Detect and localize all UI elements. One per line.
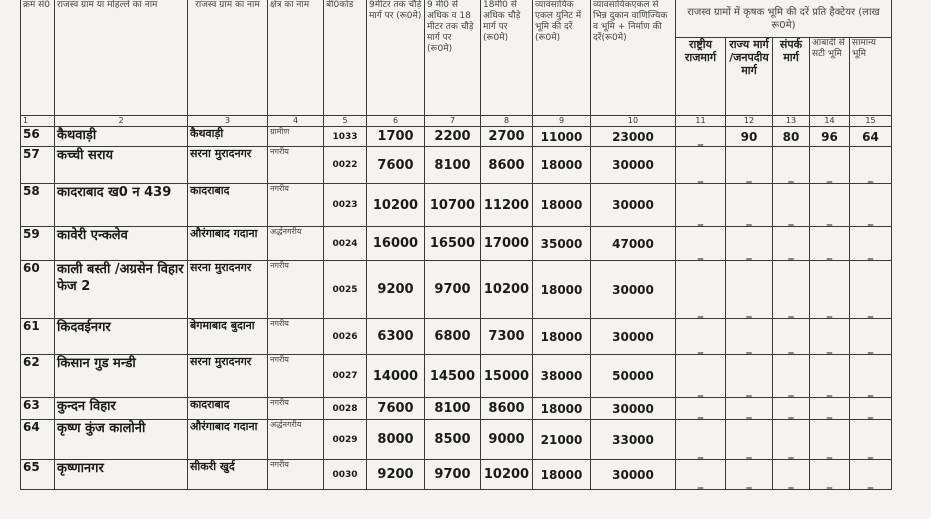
cell-national-highway: _ — [676, 227, 726, 261]
cell-sno: 59 — [21, 227, 55, 261]
cell-code: 1033 — [324, 127, 367, 147]
cell-commercial-other: 30000 — [591, 184, 676, 227]
cell-link-road: _ — [773, 261, 810, 319]
cell-commercial-single: 38000 — [533, 355, 591, 398]
cell-rate-18m: 10700 — [425, 184, 481, 227]
cell-national-highway: _ — [676, 319, 726, 355]
header-revenue-village: राजस्व ग्राम का नाम — [188, 0, 268, 116]
cell-village: कैथवाड़ी — [55, 127, 188, 147]
header-c15: सामान्य भूमि — [850, 38, 892, 116]
cell-rate-18m: 9700 — [425, 261, 481, 319]
cell-code: 0026 — [324, 319, 367, 355]
cell-revenue-village: कादराबाद — [188, 184, 268, 227]
cell-code: 0028 — [324, 398, 367, 420]
cell-sno: 58 — [21, 184, 55, 227]
cell-state-road: _ — [726, 319, 773, 355]
table-row — [21, 127, 892, 147]
header-c14: आबादी से सटी भूमि — [810, 38, 850, 116]
cell-commercial-other: 30000 — [591, 319, 676, 355]
cell-area: नगरीय — [268, 460, 324, 490]
cell-adjacent-land: _ — [810, 147, 850, 184]
cell-link-road: _ — [773, 355, 810, 398]
cell-commercial-single: 11000 — [533, 127, 591, 147]
cell-area: नगरीय — [268, 319, 324, 355]
table-row — [21, 147, 892, 184]
cell-commercial-other: 30000 — [591, 398, 676, 420]
cell-sno: 64 — [21, 420, 55, 460]
cell-commercial-other: 30000 — [591, 147, 676, 184]
cell-general-land: _ — [850, 460, 892, 490]
cell-rate-above-18m: 2700 — [481, 127, 533, 147]
cell-adjacent-land: _ — [810, 398, 850, 420]
header-c7: 9 मी0 से अधिक व 18 मीटर तक चौड़े मार्ग पर (रू0मे) — [425, 0, 481, 116]
cell-code: 0024 — [324, 227, 367, 261]
cell-sno: 65 — [21, 460, 55, 490]
cell-adjacent-land: _ — [810, 184, 850, 227]
cell-state-road: _ — [726, 398, 773, 420]
cell-link-road: _ — [773, 147, 810, 184]
cell-code: 0023 — [324, 184, 367, 227]
cell-national-highway: _ — [676, 420, 726, 460]
cell-national-highway: _ — [676, 261, 726, 319]
cell-commercial-other: 23000 — [591, 127, 676, 147]
column-number: 12 — [726, 116, 773, 127]
cell-state-road: _ — [726, 460, 773, 490]
cell-rate-18m: 9700 — [425, 460, 481, 490]
column-number: 11 — [676, 116, 726, 127]
column-number: 9 — [533, 116, 591, 127]
cell-national-highway: _ — [676, 398, 726, 420]
cell-link-road: _ — [773, 227, 810, 261]
cell-rate-above-18m: 10200 — [481, 261, 533, 319]
cell-code: 0022 — [324, 147, 367, 184]
cell-revenue-village: सरना मुरादनगर — [188, 147, 268, 184]
cell-village: कृष्णानगर — [55, 460, 188, 490]
header-c12: राज्य मार्ग /जनपदीय मार्ग — [726, 38, 773, 116]
header-village: राजस्व ग्राम या मोहल्ले का नाम — [55, 0, 188, 116]
cell-village: कच्ची सराय — [55, 147, 188, 184]
cell-rate-9m: 7600 — [367, 398, 425, 420]
cell-revenue-village: सरना मुरादनगर — [188, 355, 268, 398]
header-agri-title: राजस्व ग्रामों में कृषक भूमि की दरें प्रति हैक्टेयर (लाख रू0मे) — [676, 0, 892, 38]
cell-national-highway: _ — [676, 127, 726, 147]
column-number: 1 — [21, 116, 55, 127]
cell-adjacent-land: _ — [810, 355, 850, 398]
table-row — [21, 227, 892, 261]
cell-rate-9m: 10200 — [367, 184, 425, 227]
column-number: 3 — [188, 116, 268, 127]
cell-national-highway: _ — [676, 147, 726, 184]
cell-revenue-village: सीकरी खुर्द — [188, 460, 268, 490]
cell-rate-9m: 1700 — [367, 127, 425, 147]
column-number: 4 — [268, 116, 324, 127]
header-c11: राष्ट्रीय राजमार्ग — [676, 38, 726, 116]
cell-commercial-single: 18000 — [533, 261, 591, 319]
cell-state-road: _ — [726, 261, 773, 319]
cell-commercial-single: 18000 — [533, 460, 591, 490]
column-number: 8 — [481, 116, 533, 127]
cell-sno: 56 — [21, 127, 55, 147]
cell-rate-18m: 8500 — [425, 420, 481, 460]
column-number: 13 — [773, 116, 810, 127]
cell-adjacent-land: _ — [810, 261, 850, 319]
cell-commercial-other: 50000 — [591, 355, 676, 398]
cell-commercial-single: 18000 — [533, 319, 591, 355]
cell-code: 0027 — [324, 355, 367, 398]
cell-state-road: _ — [726, 147, 773, 184]
cell-rate-above-18m: 9000 — [481, 420, 533, 460]
cell-commercial-other: 33000 — [591, 420, 676, 460]
cell-village: काली बस्ती /अग्रसेन विहार फेज 2 — [55, 261, 188, 319]
cell-commercial-other: 30000 — [591, 460, 676, 490]
cell-link-road: _ — [773, 398, 810, 420]
cell-sno: 60 — [21, 261, 55, 319]
cell-revenue-village: औरंगाबाद गदाना — [188, 420, 268, 460]
cell-rate-9m: 14000 — [367, 355, 425, 398]
column-number-row — [21, 116, 892, 127]
cell-link-road: _ — [773, 460, 810, 490]
cell-state-road: _ — [726, 420, 773, 460]
cell-general-land: _ — [850, 147, 892, 184]
cell-national-highway: _ — [676, 460, 726, 490]
cell-national-highway: _ — [676, 184, 726, 227]
header-c10: व्यावसायिकएकल से भिन्न दुकान वाणिज्यिक व भूमि + निर्माण की दरें(रू0मे) — [591, 0, 676, 116]
cell-sno: 61 — [21, 319, 55, 355]
cell-adjacent-land: _ — [810, 227, 850, 261]
cell-general-land: _ — [850, 420, 892, 460]
cell-state-road: 90 — [726, 127, 773, 147]
cell-village: किदवईनगर — [55, 319, 188, 355]
header-sno: क्रम सं0 — [21, 0, 55, 116]
column-number: 6 — [367, 116, 425, 127]
column-number: 2 — [55, 116, 188, 127]
cell-commercial-single: 18000 — [533, 184, 591, 227]
cell-adjacent-land: _ — [810, 420, 850, 460]
cell-area: नगरीय — [268, 147, 324, 184]
header-c8: 18मी0 से अधिक चौड़े मार्ग पर (रू0मे) — [481, 0, 533, 116]
cell-rate-above-18m: 10200 — [481, 460, 533, 490]
header-code: बी0कोड — [324, 0, 367, 116]
cell-village: कृष्ण कुंज कालोनी — [55, 420, 188, 460]
cell-rate-18m: 8100 — [425, 147, 481, 184]
header-row-top — [21, 0, 892, 38]
cell-adjacent-land: 96 — [810, 127, 850, 147]
cell-rate-9m: 9200 — [367, 460, 425, 490]
cell-area: नगरीय — [268, 398, 324, 420]
cell-village: किसान गुड मन्डी — [55, 355, 188, 398]
cell-general-land: _ — [850, 398, 892, 420]
cell-commercial-single: 18000 — [533, 398, 591, 420]
cell-link-road: _ — [773, 319, 810, 355]
cell-rate-18m: 8100 — [425, 398, 481, 420]
cell-rate-18m: 16500 — [425, 227, 481, 261]
cell-rate-above-18m: 7300 — [481, 319, 533, 355]
cell-rate-18m: 2200 — [425, 127, 481, 147]
cell-rate-9m: 9200 — [367, 261, 425, 319]
cell-commercial-single: 18000 — [533, 147, 591, 184]
cell-sno: 63 — [21, 398, 55, 420]
cell-area: नगरीय — [268, 355, 324, 398]
cell-rate-9m: 7600 — [367, 147, 425, 184]
table-row — [21, 460, 892, 490]
cell-rate-9m: 8000 — [367, 420, 425, 460]
cell-area: नगरीय — [268, 184, 324, 227]
cell-revenue-village: सरना मुरादनगर — [188, 261, 268, 319]
cell-area: अर्द्धनगरीय — [268, 227, 324, 261]
cell-code: 0029 — [324, 420, 367, 460]
cell-state-road: _ — [726, 227, 773, 261]
table-row — [21, 184, 892, 227]
cell-national-highway: _ — [676, 355, 726, 398]
cell-area: ग्रामीण — [268, 127, 324, 147]
cell-revenue-village: कादराबाद — [188, 398, 268, 420]
cell-rate-above-18m: 17000 — [481, 227, 533, 261]
cell-rate-18m: 6800 — [425, 319, 481, 355]
cell-revenue-village: बेगमाबाद बुदाना — [188, 319, 268, 355]
column-number: 10 — [591, 116, 676, 127]
table-row — [21, 261, 892, 319]
column-number: 7 — [425, 116, 481, 127]
cell-link-road: _ — [773, 184, 810, 227]
cell-link-road: _ — [773, 420, 810, 460]
header-c6: 9मीटर तक चौड़े मार्ग पर (रू0मे) — [367, 0, 425, 116]
rate-table — [20, 0, 892, 490]
cell-village: कादराबाद ख0 न 439 — [55, 184, 188, 227]
cell-rate-above-18m: 11200 — [481, 184, 533, 227]
column-number: 14 — [810, 116, 850, 127]
cell-rate-9m: 6300 — [367, 319, 425, 355]
header-c13: संपर्क मार्ग — [773, 38, 810, 116]
table-row — [21, 420, 892, 460]
cell-general-land: 64 — [850, 127, 892, 147]
cell-rate-above-18m: 8600 — [481, 398, 533, 420]
cell-rate-above-18m: 8600 — [481, 147, 533, 184]
cell-general-land: _ — [850, 355, 892, 398]
cell-adjacent-land: _ — [810, 319, 850, 355]
cell-commercial-single: 35000 — [533, 227, 591, 261]
cell-code: 0025 — [324, 261, 367, 319]
table-row — [21, 398, 892, 420]
cell-area: नगरीय — [268, 261, 324, 319]
cell-general-land: _ — [850, 184, 892, 227]
cell-revenue-village: औरंगाबाद गदाना — [188, 227, 268, 261]
column-number: 15 — [850, 116, 892, 127]
cell-area: अर्द्धनगरीय — [268, 420, 324, 460]
cell-state-road: _ — [726, 184, 773, 227]
header-c9: व्यावसायिक एकल युनिट में भूमि की दरें (रू0मे) — [533, 0, 591, 116]
cell-link-road: 80 — [773, 127, 810, 147]
cell-village: कुन्दन विहार — [55, 398, 188, 420]
cell-sno: 57 — [21, 147, 55, 184]
cell-commercial-other: 47000 — [591, 227, 676, 261]
table-row — [21, 355, 892, 398]
cell-sno: 62 — [21, 355, 55, 398]
cell-rate-9m: 16000 — [367, 227, 425, 261]
cell-commercial-single: 21000 — [533, 420, 591, 460]
cell-commercial-other: 30000 — [591, 261, 676, 319]
cell-village: कावेरी एन्कलेव — [55, 227, 188, 261]
cell-rate-18m: 14500 — [425, 355, 481, 398]
cell-code: 0030 — [324, 460, 367, 490]
column-number: 5 — [324, 116, 367, 127]
cell-adjacent-land: _ — [810, 460, 850, 490]
cell-state-road: _ — [726, 355, 773, 398]
cell-general-land: _ — [850, 319, 892, 355]
cell-general-land: _ — [850, 227, 892, 261]
cell-revenue-village: कैथवाड़ी — [188, 127, 268, 147]
header-area: क्षेत्र का नाम — [268, 0, 324, 116]
cell-rate-above-18m: 15000 — [481, 355, 533, 398]
cell-general-land: _ — [850, 261, 892, 319]
table-row — [21, 319, 892, 355]
